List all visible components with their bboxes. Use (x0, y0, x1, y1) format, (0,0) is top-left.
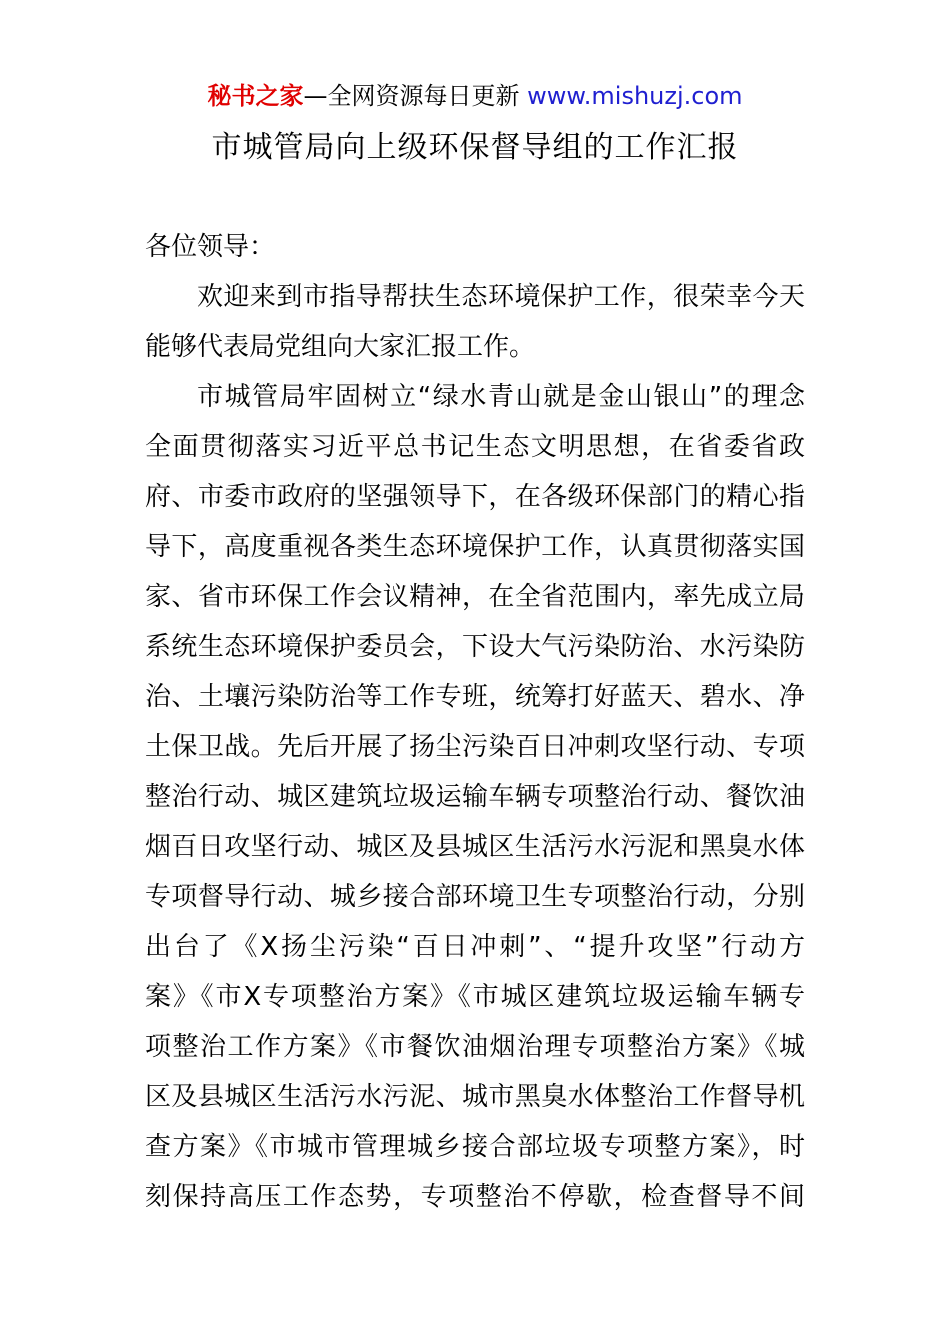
paragraph-2-line: 府、市委市政府的坚强领导下，在各级环保部门的精心指 (145, 482, 805, 512)
site-header (0, 80, 950, 112)
paragraph-2-line: 专项督导行动、城乡接合部环境卫生专项整治行动，分别 (145, 882, 805, 912)
site-url-link[interactable]: www.mishuzj.com (527, 82, 743, 110)
paragraph-2-line: 项整治工作方案》《市餐饮油烟治理专项整治方案》《城 (145, 1032, 805, 1062)
paragraph-1-line: 能够代表局党组向大家汇报工作。 (145, 332, 536, 362)
paragraph-1-line: 欢迎来到市指导帮扶生态环境保护工作，很荣幸今天 (197, 282, 805, 312)
paragraph-2-line: 区及县城区生活污水污泥、城市黑臭水体整治工作督导机 (145, 1082, 805, 1112)
header-tagline: —全网资源每日更新 (303, 82, 528, 110)
paragraph-2-line: 出台了《X扬尘污染“百日冲刺”、“提升攻坚”行动方 (145, 932, 805, 962)
document-title: 市城管局向上级环保督导组的工作汇报 (211, 130, 739, 165)
paragraph-2-line: 刻保持高压工作态势，专项整治不停歇，检查督导不间 (145, 1182, 805, 1212)
paragraph-2-line: 家、省市环保工作会议精神，在全省范围内，率先成立局 (145, 582, 805, 612)
brand-name: 秘书之家 (207, 82, 304, 110)
document-body (145, 222, 805, 1222)
paragraph-2-line: 土保卫战。先后开展了扬尘污染百日冲刺攻坚行动、专项 (145, 732, 805, 762)
paragraph-2-line: 查方案》《市城市管理城乡接合部垃圾专项整方案》，时 (145, 1132, 805, 1162)
paragraph-2-line: 导下，高度重视各类生态环境保护工作，认真贯彻落实国 (145, 532, 805, 562)
salutation: 各位领导： (145, 232, 276, 262)
paragraph-2-line: 整治行动、城区建筑垃圾运输车辆专项整治行动、餐饮油 (145, 782, 805, 812)
paragraph-2-line: 治、土壤污染防治等工作专班，统筹打好蓝天、碧水、净 (145, 682, 805, 712)
paragraph-2-line: 案》《市X专项整治方案》《市城区建筑垃圾运输车辆专 (145, 982, 805, 1012)
paragraph-2-line: 全面贯彻落实习近平总书记生态文明思想，在省委省政 (145, 432, 805, 462)
paragraph-2-line: 市城管局牢固树立“绿水青山就是金山银山”的理念 (197, 382, 805, 412)
paragraph-2-line: 系统生态环境保护委员会，下设大气污染防治、水污染防 (145, 632, 805, 662)
paragraph-2-line: 烟百日攻坚行动、城区及县城区生活污水污泥和黑臭水体 (145, 832, 805, 862)
